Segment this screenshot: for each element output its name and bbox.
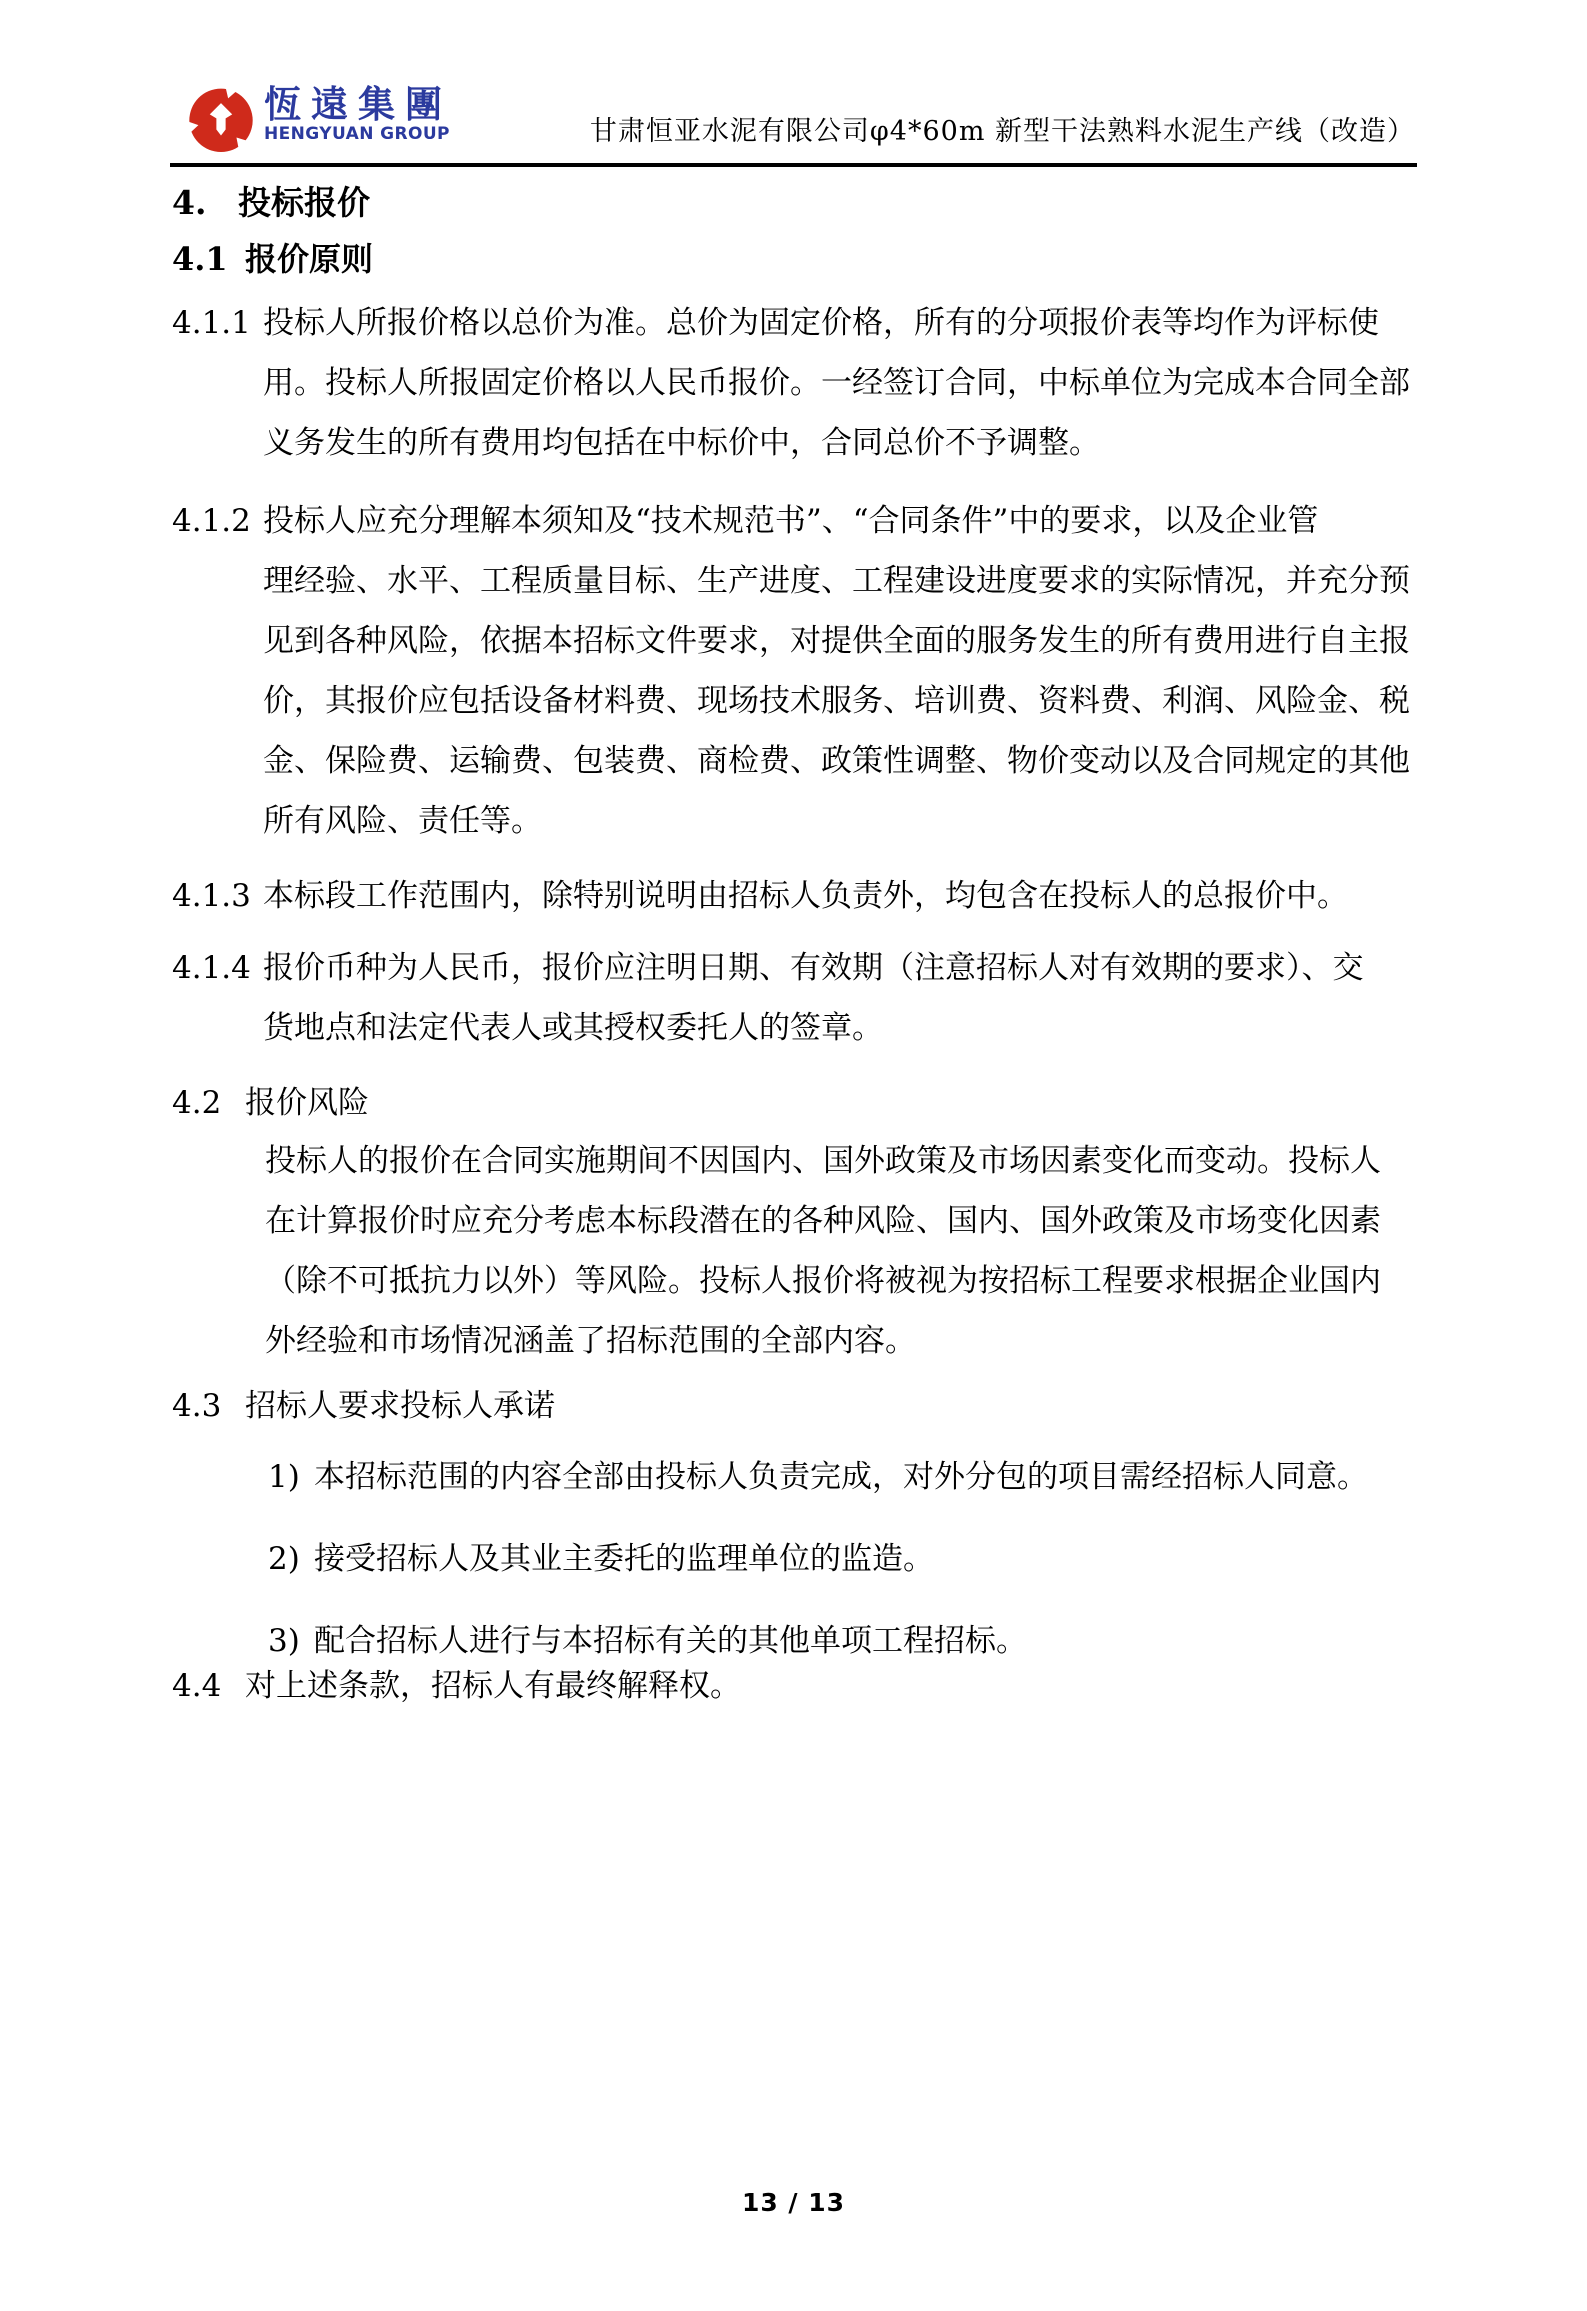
list-item	[268, 1436, 1415, 1518]
section-4-1-title: 报价原则	[245, 240, 374, 278]
clause-4-1-1	[172, 293, 1415, 473]
clause-text: 本标段工作范围内，除特别说明由招标人负责外，均包含在投标人的总报价中。	[263, 878, 1348, 914]
clause-line: 金、保险费、运输费、包装费、商检费、政策性调整、物价变动以及合同规定的其他	[263, 743, 1410, 779]
clause-line: 外经验和市场情况涵盖了招标范围的全部内容。	[265, 1323, 916, 1359]
clause-line: 货地点和法定代表人或其授权委托人的签章。	[263, 1010, 883, 1046]
section-4-heading	[172, 183, 370, 222]
clause-text: 对上述条款，招标人有最终解释权。	[245, 1668, 741, 1704]
clause-4-4	[172, 1656, 1415, 1716]
section-4-2-number: 4.2	[172, 1085, 222, 1121]
clause-line	[172, 491, 1415, 551]
header-project-title: 甘肃恒亚水泥有限公司φ4*60m 新型干法熟料水泥生产线（改造）	[589, 116, 1415, 147]
clause-line: 投标人的报价在合同实施期间不因国内、国外政策及市场因素变化而变动。投标人	[265, 1143, 1381, 1179]
clause-4-1-1-number: 4.1.1	[172, 305, 251, 341]
clause-line	[172, 293, 1415, 353]
list-item-marker: 3)	[268, 1623, 300, 1659]
hengyuan-emblem-icon	[188, 84, 254, 154]
clause-4-1-3-number: 4.1.3	[172, 878, 251, 914]
page-number: 13 / 13	[741, 2188, 846, 2217]
section-4-3-title: 招标人要求投标人承诺	[245, 1388, 555, 1424]
section-4-title: 投标报价	[238, 183, 370, 222]
section-4-1-heading	[172, 240, 374, 278]
section-4-number: 4.	[172, 183, 207, 222]
clause-text: 投标人所报价格以总价为准。总价为固定价格，所有的分项报价表等均作为评标使	[263, 305, 1379, 341]
clause-4-4-number: 4.4	[172, 1668, 222, 1704]
company-logo-text	[264, 84, 452, 144]
clause-line	[172, 866, 1415, 926]
clause-text: 投标人应充分理解本须知及“技术规范书”、“合同条件”中的要求，以及企业管	[263, 503, 1319, 539]
clause-4-2-body	[265, 1131, 1415, 1371]
section-4-3-number: 4.3	[172, 1388, 222, 1424]
clause-line: （除不可抵抗力以外）等风险。投标人报价将被视为按招标工程要求根据企业国内	[265, 1263, 1381, 1299]
clause-line: 义务发生的所有费用均包括在中标价中，合同总价不予调整。	[263, 425, 1100, 461]
company-name-en: HENGYUAN GROUP	[264, 124, 450, 144]
company-logo	[188, 84, 452, 154]
list-item-text: 本招标范围的内容全部由投标人负责完成，对外分包的项目需经招标人同意。	[314, 1459, 1368, 1495]
clause-4-1-3	[172, 866, 1415, 926]
clause-line: 用。投标人所报固定价格以人民币报价。一经签订合同，中标单位为完成本合同全部	[263, 365, 1410, 401]
clause-line: 理经验、水平、工程质量目标、生产进度、工程建设进度要求的实际情况，并充分预	[263, 563, 1410, 599]
clause-text: 报价币种为人民币，报价应注明日期、有效期（注意招标人对有效期的要求）、交	[263, 950, 1364, 986]
clause-4-1-2	[172, 491, 1415, 851]
section-4-1-number: 4.1	[172, 240, 228, 278]
clause-line: 在计算报价时应充分考虑本标段潜在的各种风险、国内、国外政策及市场变化因素	[265, 1203, 1381, 1239]
list-item-text: 接受招标人及其业主委托的监理单位的监造。	[314, 1541, 934, 1577]
clause-4-3-items	[268, 1436, 1415, 1682]
clause-line: 价，其报价应包括设备材料费、现场技术服务、培训费、资料费、利润、风险金、税	[263, 683, 1410, 719]
clause-4-1-4	[172, 938, 1415, 1058]
section-4-2-heading	[172, 1085, 369, 1121]
clause-line: 所有风险、责任等。	[263, 803, 542, 839]
clause-line	[172, 938, 1415, 998]
list-item-marker: 2)	[268, 1541, 300, 1577]
clause-4-1-4-number: 4.1.4	[172, 950, 251, 986]
section-4-2-title: 报价风险	[245, 1085, 369, 1121]
clause-4-1-2-number: 4.1.2	[172, 503, 251, 539]
clause-line: 见到各种风险，依据本招标文件要求，对提供全面的服务发生的所有费用进行自主报	[263, 623, 1410, 659]
list-item	[268, 1518, 1415, 1600]
clause-line	[172, 1656, 1415, 1716]
list-item-text: 配合招标人进行与本招标有关的其他单项工程招标。	[314, 1623, 1027, 1659]
section-4-3-heading	[172, 1388, 555, 1424]
company-name-cn: 恆遠集團	[264, 82, 452, 126]
header-rule	[170, 163, 1417, 167]
list-item-marker: 1)	[268, 1459, 300, 1495]
